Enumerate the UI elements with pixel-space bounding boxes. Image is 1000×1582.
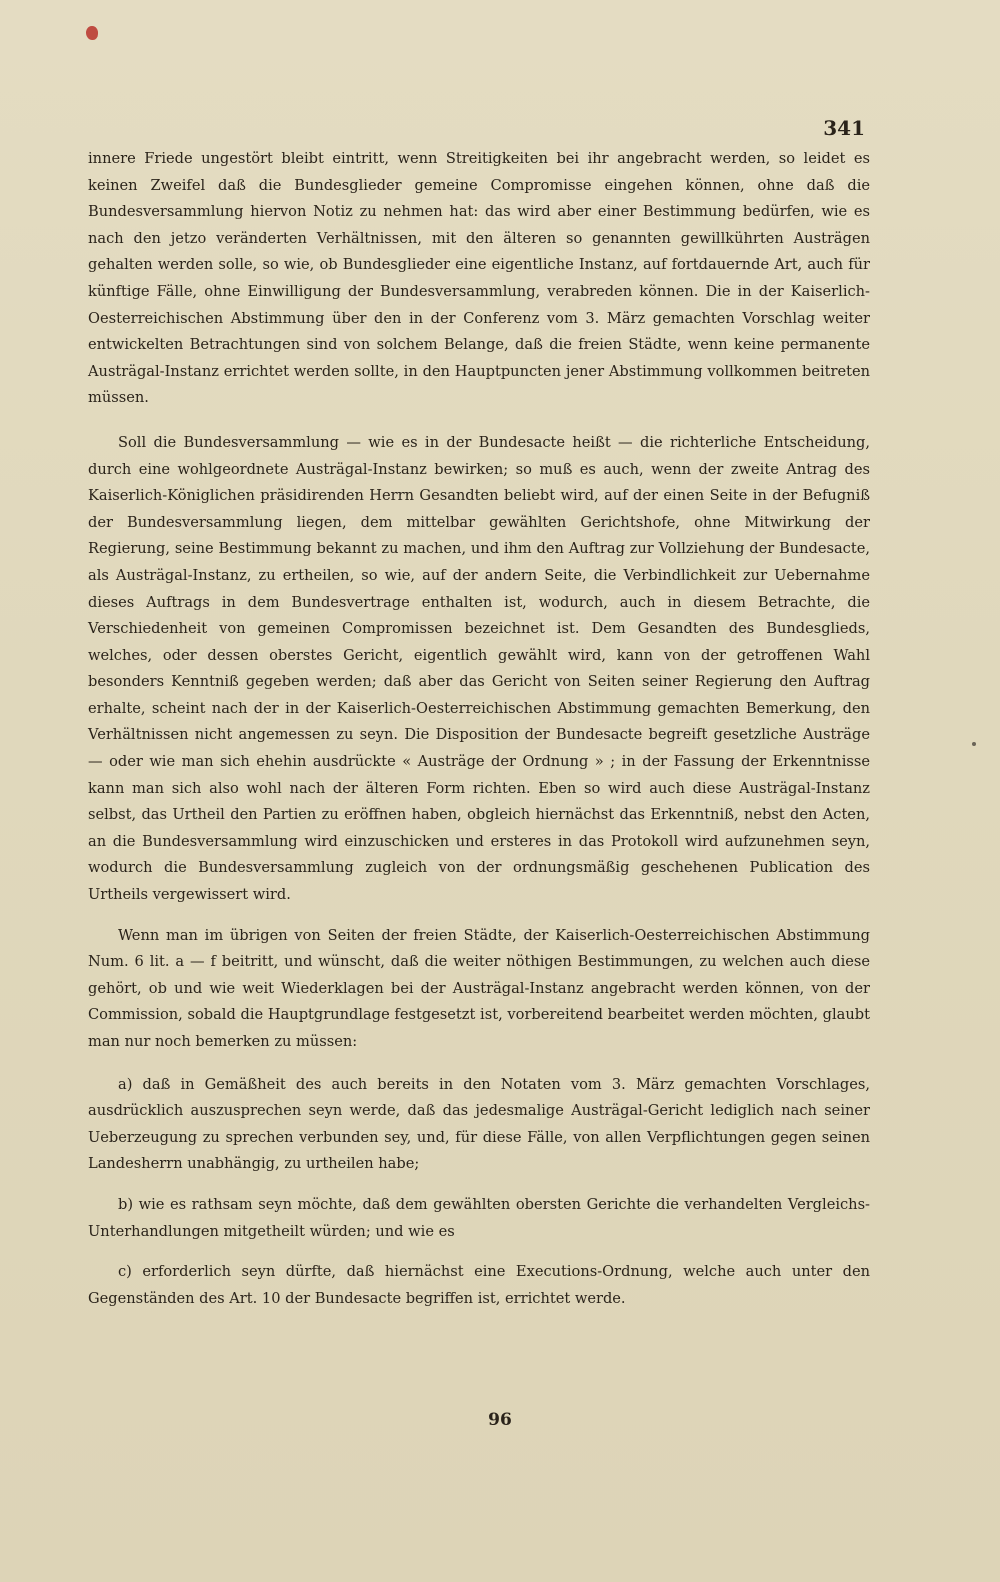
margin-dot-mark bbox=[972, 742, 976, 746]
paragraph: innere Friede ungestört bleibt eintritt, wenn Streitigkeiten bei ihr angebracht werden, so leidet es keinen Zweifel daß die Bundesglieder gemeine Compromisse eingehen können, ohne daß die Bundesversammlung hiervon Notiz zu nehmen hat: das wird aber einer Bestimmung bedürfen, wie es nach den jetzo veränderten Verhältnissen, mit den älteren so genannten gewillkührten Austrägen gehalten werden solle, so wie, ob Bundesglieder eine eigentliche Instanz, auf fortdauernde Art, auch für künftige Fälle, ohne Einwilligung der Bundesversammlung, verabreden können. Die in der Kaiserlich-Oesterreichischen Abstimmung über den in der Conferenz vom 3. März gemachten Vorschlag weiter entwickelten Betrachtungen sind von solchem Belange, daß die freien Städte, wenn keine permanente Austrägal-Instanz errichtet werden sollte, in den Hauptpuncten jener Abstimmung vollkommen beitreten müssen. bbox=[88, 150, 870, 407]
signature-mark: 96 bbox=[488, 1410, 512, 1430]
paragraph: Soll die Bundesversammlung — wie es in der Bundesacte heißt — die richterliche Entscheidung, durch eine wohlgeordnete Austrägal-Instanz bewirken; so muß es auch, wenn der zweite Antrag des Kaiserlich-Königlichen präsidirenden Herrn Gesandten beliebt wird, auf der einen Seite in der Befugniß der Bundesversammlung liegen, dem mittelbar gewählten Gerichtshofe, ohne Mitwirkung der Regierung, seine Bestimmung bekannt zu machen, und ihm den Auftrag zur Vollziehung der Bundesacte, als Austrägal-Instanz, zu ertheilen, so wie, auf der andern Seite, die Verbindlichkeit zur Uebernahme dieses Auftrags in dem Bundesvertrage enthalten ist, wodurch, auch in diesem Betrachte, die Verschiedenheit von gemeinen Compromissen bezeichnet ist. Dem Gesandten des Bundesglieds, welches, oder dessen oberstes Gericht, eigentlich gewählt wird, kann von der getroffenen Wahl besonders Kenntniß gegeben werden; daß aber das Gericht von Seiten seiner Regierung den Auftrag erhalte, scheint nach der in der Kaiserlich-Oesterreichischen Abstimmung gemachten Bemerkung, den Verhältnissen nicht angemessen zu seyn. Die Disposition der Bundesacte begreift gesetzliche Austräge — oder wie man sich ehehin ausdrückte « Austräge der Ordnung » ; in der Fassung der Erkenntnisse kann man sich also wohl nach der älteren Form richten. Eben so wird auch diese Austrägal-Instanz selbst, das Urtheil den Partien zu eröffnen haben, obgleich hiernächst das Erkenntniß, nebst den Acten, an die Bundesversammlung wird einzuschicken und ersteres in das Protokoll wird aufzunehmen seyn, wodurch die Bundesversammlung zugleich von der ordnungsmäßig geschehenen Publication des Urtheils vergewissert wird. bbox=[88, 433, 870, 904]
list-item: c) erforderlich seyn dürfte, daß hiernächst eine Executions-Ordnung, welche auch unter den Gegenständen des Art. 10 der Bundesacte begriffen ist, errichtet werde. bbox=[88, 1263, 870, 1307]
list-item: a) daß in Gemäßheit des auch bereits in den Notaten vom 3. März gemachten Vorschlages, ausdrücklich auszusprechen seyn werde, daß das jedesmalige Austrägal-Gericht lediglich nach seiner Ueberzeugung zu sprechen verbunden sey, und, für diese Fälle, von allen Verpflichtungen gegen seinen Landesherrn unabhängig, zu urtheilen habe; bbox=[88, 1075, 870, 1173]
body-text bbox=[88, 146, 870, 1326]
ink-stain-mark bbox=[86, 26, 98, 40]
paragraph: Wenn man im übrigen von Seiten der freien Städte, der Kaiserlich-Oesterreichischen Abstimmung Num. 6 lit. a — f beitritt, und wünscht, daß die weiter nöthigen Bestimmungen, zu welchen auch diese gehört, ob und wie weit Wiederklagen bei der Austrägal-Instanz angebracht werden können, von der Commission, sobald die Hauptgrundlage festgesetzt ist, vorbereitend bearbeitet werden möchten, glaubt man nur noch bemerken zu müssen: bbox=[88, 926, 870, 1050]
page-number: 341 bbox=[823, 116, 865, 140]
list-item: b) wie es rathsam seyn möchte, daß dem gewählten obersten Gerichte die verhandelten Vergleichs-Unterhandlungen mitgetheilt würden; und wie es bbox=[88, 1195, 870, 1240]
